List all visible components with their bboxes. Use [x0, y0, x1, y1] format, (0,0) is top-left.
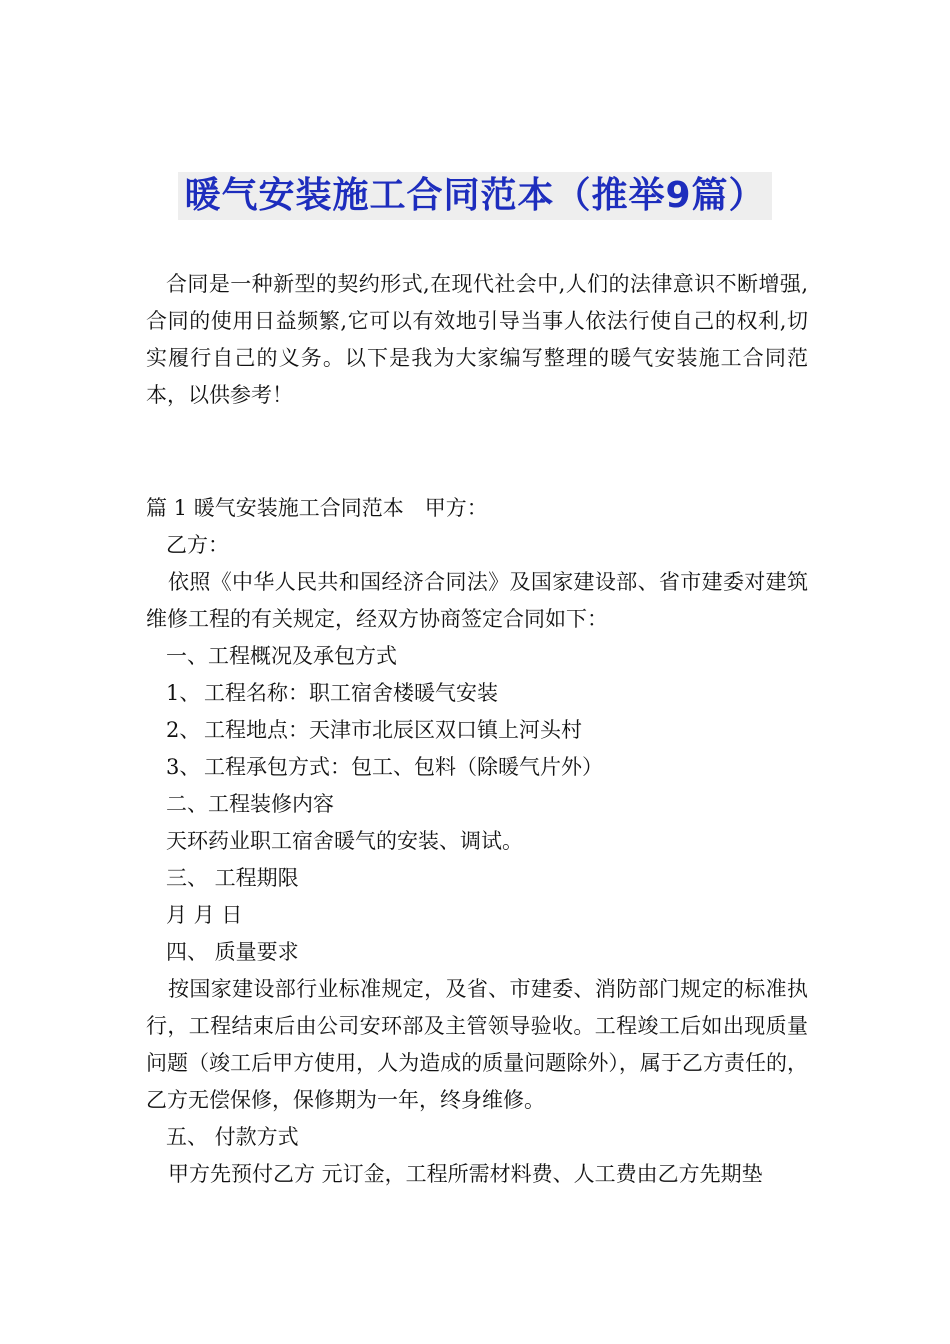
item-number: 3、	[166, 755, 201, 779]
section-heading: 篇 1 暖气安装施工合同范本 甲方：	[146, 496, 488, 520]
payment-paragraph: 甲方先预付乙方 元订金，工程所需材料费、人工费由乙方先期垫	[168, 1162, 763, 1186]
content-line: 天环药业职工宿舍暖气的安装、调试。	[166, 829, 523, 853]
clause-heading-4: 四、 质量要求	[166, 940, 299, 964]
list-item	[146, 749, 808, 786]
clause-heading-3: 三、 工程期限	[166, 866, 299, 890]
clause-heading-1: 一、工程概况及承包方式	[166, 644, 397, 668]
document-title: 暖气安装施工合同范本（推举9篇）	[178, 172, 771, 220]
basis-paragraph: 依照《中华人民共和国经济合同法》及国家建设部、省市建委对建筑维修工程的有关规定，经双方协商签定合同如下：	[146, 570, 808, 631]
title-container	[0, 172, 950, 220]
intro-paragraph: 合同是一种新型的契约形式,在现代社会中,人们的法律意识不断增强,合同的使用日益频繁,它可以有效地引导当事人依法行使自己的权利,切实履行自己的义务。以下是我为大家编写整理的暖气安装施工合同范本，以供参考！	[146, 272, 808, 407]
item-text: 工程承包方式：包工、包料（除暖气片外）	[204, 755, 603, 779]
list-item	[146, 675, 808, 712]
item-number: 1、	[166, 681, 201, 705]
item-text: 工程名称：职工宿舍楼暖气安装	[204, 681, 498, 705]
clause-heading-2: 二、工程装修内容	[166, 792, 334, 816]
list-item	[146, 712, 808, 749]
clause-heading-5: 五、 付款方式	[166, 1125, 299, 1149]
contract-section-1	[146, 490, 808, 1193]
period-line: 月 月 日	[166, 903, 243, 927]
item-text: 工程地点：天津市北辰区双口镇上河头村	[204, 718, 582, 742]
quality-paragraph: 按国家建设部行业标准规定，及省、市建委、消防部门规定的标准执行，工程结束后由公司安环部及主管领导验收。工程竣工后如出现质量问题（竣工后甲方使用，人为造成的质量问题除外），属于乙方责任的，乙方无偿保修，保修期为一年，终身维修。	[146, 977, 808, 1112]
item-number: 2、	[166, 718, 201, 742]
party-b-line: 乙方：	[166, 533, 229, 557]
